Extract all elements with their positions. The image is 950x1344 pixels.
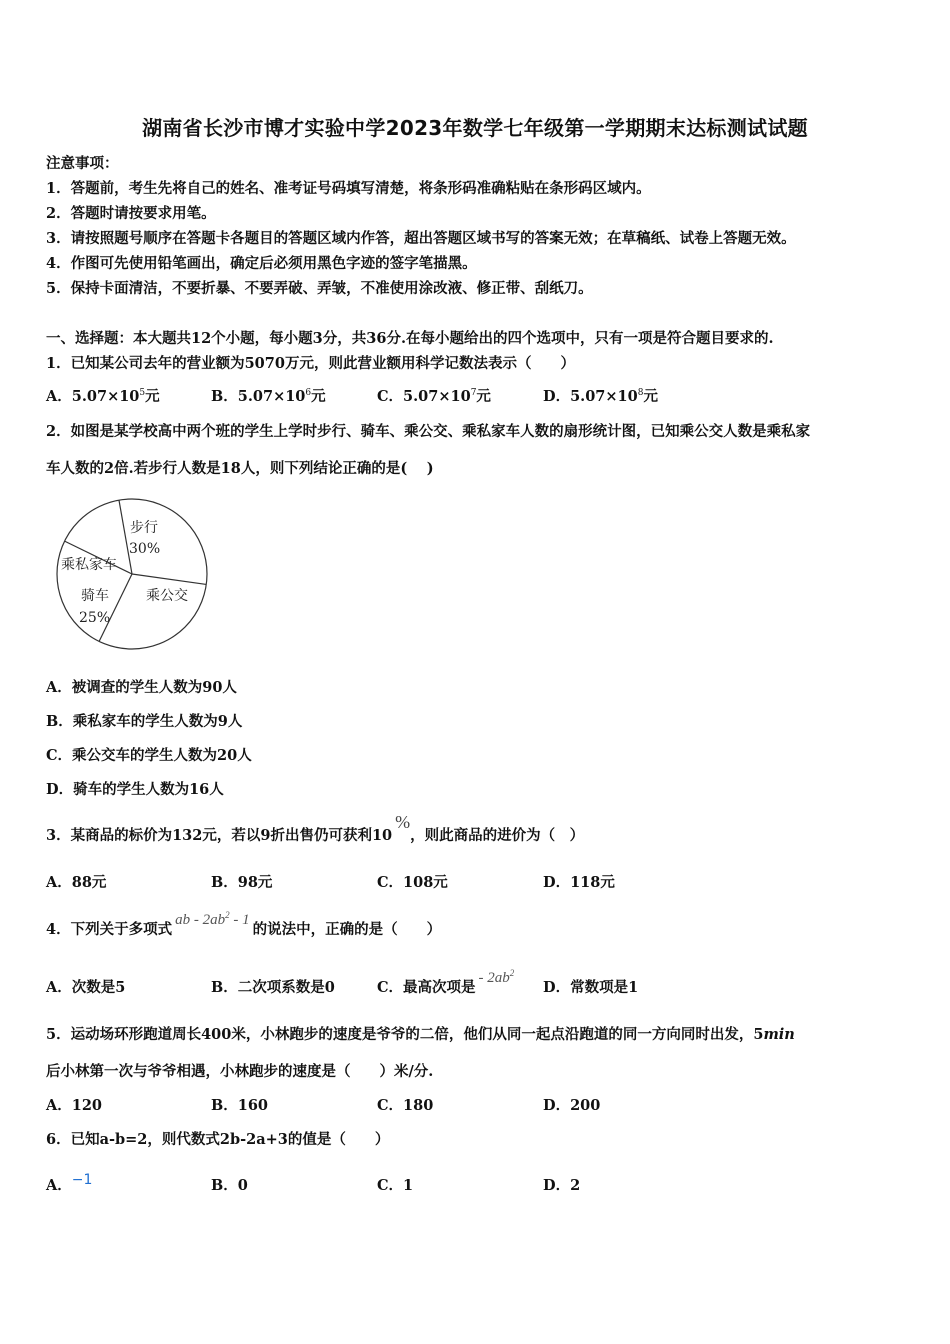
notice-item: 3．请按照题号顺序在答题卡各题目的答题区域内作答，超出答题区域书写的答案无效；在草稿纸、试卷上答题无效。 <box>46 230 796 247</box>
q6-option-b: B．0 <box>211 1177 248 1194</box>
q6-option-d: D．2 <box>543 1177 581 1194</box>
q5-stem-line2: 后小林第一次与爷爷相遇，小林跑步的速度是（ ）米/分. <box>46 1063 434 1080</box>
notice-item: 2．答题时请按要求用笔。 <box>46 205 216 222</box>
q2-option-b: B．乘私家车的学生人数为9人 <box>46 713 243 730</box>
q2-option-d: D．骑车的学生人数为16人 <box>46 781 224 798</box>
q5-option-b: B．160 <box>211 1097 269 1114</box>
q2-stem-line1: 2．如图是某学校高中两个班的学生上学时步行、骑车、乘公交、乘私家车人数的扇形统计图，已知乘公交人数是乘私家 <box>46 423 811 440</box>
q3-option-a: A．88元 <box>46 874 107 891</box>
q6-stem: 6．已知a-b=2，则代数式2b-2a+3的值是（ ） <box>46 1131 390 1148</box>
slice-label-car: 乘私家车 <box>61 557 117 573</box>
notice-item: 4．作图可先使用铅笔画出，确定后必须用黑色字迹的签字笔描黑。 <box>46 255 477 272</box>
q1-option-d: D．$5.07\times 10^8$元 <box>543 388 658 405</box>
q4-option-b: B．二次项系数是0 <box>211 979 335 996</box>
page-title: 湖南省长沙市博才实验中学2023年数学七年级第一学期期末达标测试试题 <box>142 116 808 140</box>
slice-percent-walk: 30% <box>129 541 161 557</box>
q4-option-a: A．次数是5 <box>46 979 126 996</box>
q5-stem-line1: 5．运动场环形跑道周长400米，小林跑步的速度是爷爷的二倍，他们从同一起点沿跑道的同一方向同时出发，5min <box>46 1026 795 1043</box>
q3-option-d: D．118元 <box>543 874 615 891</box>
q2-option-a: A．被调查的学生人数为90人 <box>46 679 237 696</box>
q6-option-a: A．−1 <box>46 1172 93 1194</box>
q3-stem: 3．某商品的标价为132元，若以9折出售仍可获利10%，则此商品的进价为（ ） <box>46 812 585 844</box>
section-heading: 一、选择题：本大题共12个小题，每小题3分，共36分.在每小题给出的四个选项中，只有一项是符合题目要求的. <box>46 330 774 347</box>
notice-item: 1．答题前，考生先将自己的姓名、准考证号码填写清楚，将条形码准确粘贴在条形码区域内。 <box>46 180 651 197</box>
q5-option-d: D．200 <box>543 1097 601 1114</box>
q1-stem: 1．已知某公司去年的营业额为5070万元，则此营业额用科学记数法表示（ ） <box>46 355 575 372</box>
slice-label-bike: 骑车 <box>81 588 109 604</box>
slice-label-walk: 步行 <box>130 520 158 536</box>
slice-percent-bike: 25% <box>79 610 111 626</box>
q4-option-c: C．最高次项是- $2ab^2$ <box>377 968 515 996</box>
q4-option-d: D．常数项是1 <box>543 979 639 996</box>
q5-option-c: C．180 <box>377 1097 434 1114</box>
q1-option-b: B．$5.07\times 10^6$元 <box>211 388 326 405</box>
q3-option-c: C．108元 <box>377 874 448 891</box>
q2-option-c: C．乘公交车的学生人数为20人 <box>46 747 252 764</box>
notice-heading: 注意事项： <box>46 155 119 172</box>
q1-option-c: C．$5.07\times 10^7$元 <box>377 388 491 405</box>
q5-option-a: A．120 <box>46 1097 103 1114</box>
pie-slice-boundary-bike <box>99 574 132 641</box>
notice-item: 5．保持卡面清洁，不要折暴、不要弄破、弄皱，不准使用涂改液、修正带、刮纸刀。 <box>46 280 593 297</box>
q4-polynomial: ab - $2ab^2 - 1$ <box>175 910 250 928</box>
q2-stem-line2: 车人数的2倍.若步行人数是18人，则下列结论正确的是( ) <box>46 460 434 477</box>
pie-slice-boundary-bus <box>132 574 206 584</box>
q3-option-b: B．98元 <box>211 874 273 891</box>
slice-label-bus: 乘公交 <box>146 588 188 604</box>
pie-chart <box>50 492 215 657</box>
q4-stem: 4．下列关于多项式ab - $2ab^2 - 1$的说法中，正确的是（ ） <box>46 910 442 938</box>
q1-option-a: A．$5.07\times 10^5$元 <box>46 388 160 405</box>
pie-slice-boundary-walk <box>119 500 132 574</box>
q6-option-c: C．1 <box>377 1177 414 1194</box>
